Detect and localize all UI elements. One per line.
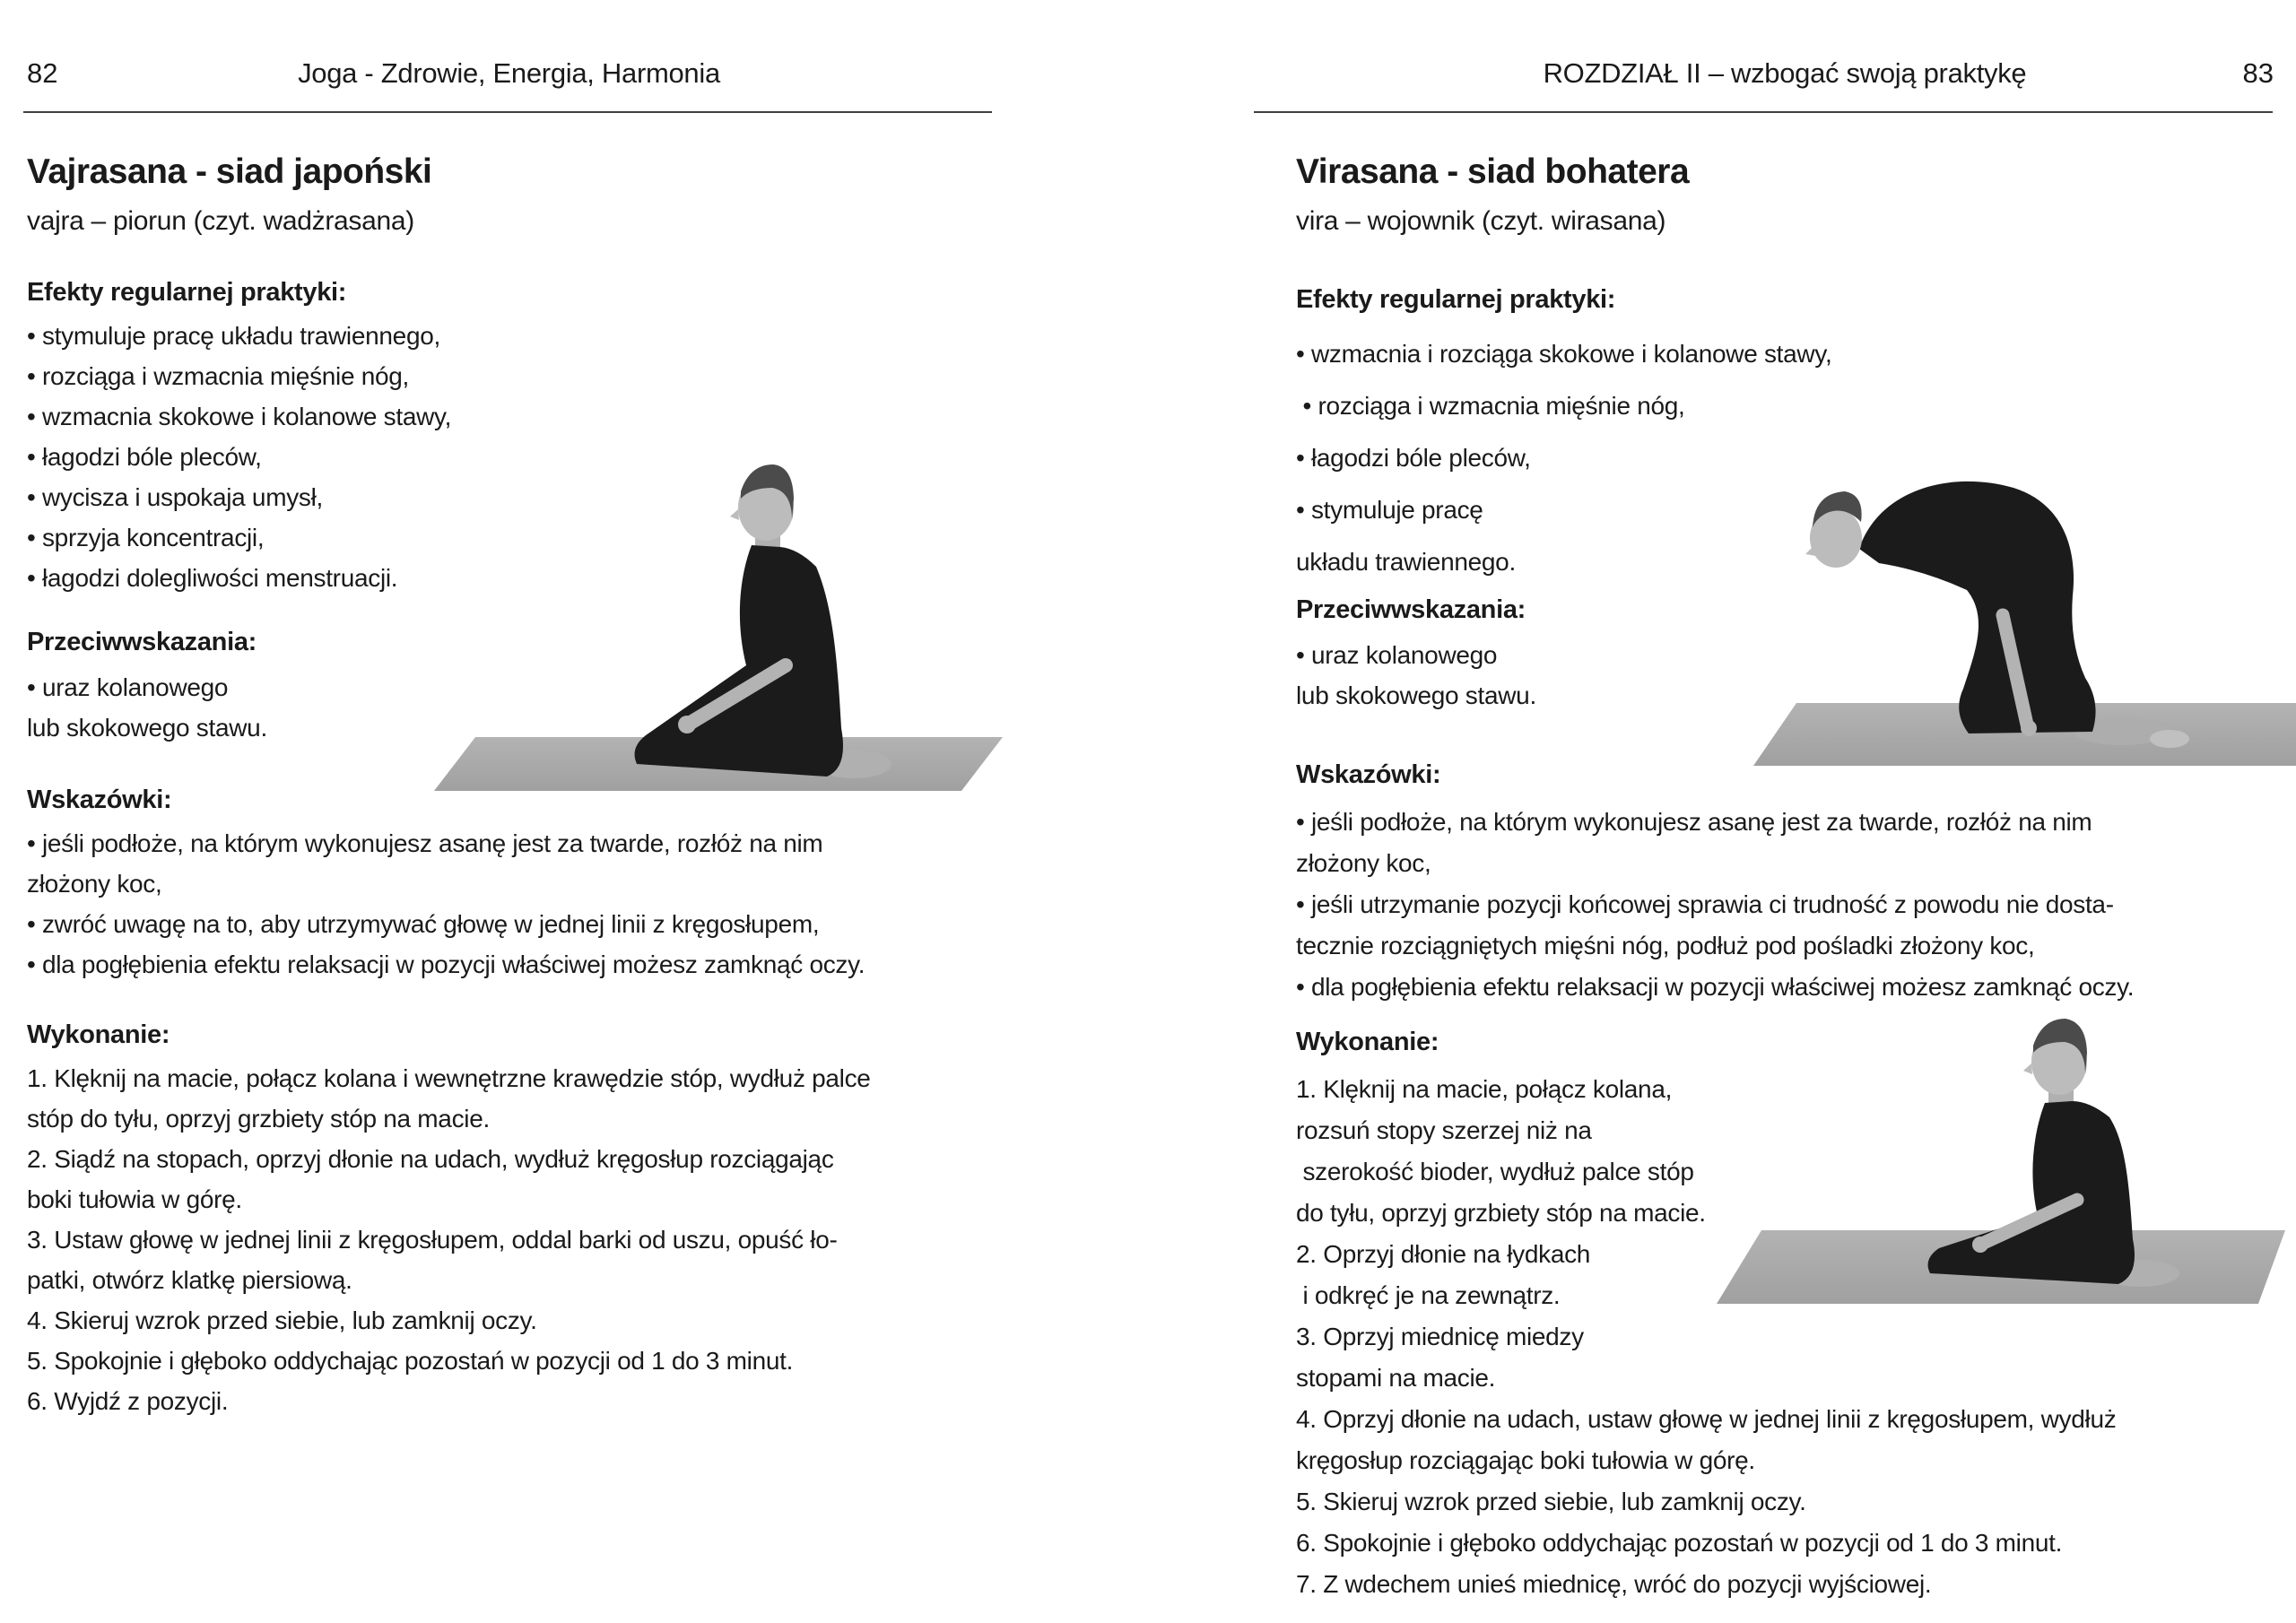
vajrasana-illustration — [422, 452, 1013, 802]
execution-list-left — [27, 1058, 871, 1421]
text-line: stopami na macie. — [1296, 1364, 1496, 1392]
virasana-entry-illustration — [1744, 463, 2296, 772]
text-line: 3. Ustaw głowę w jednej linii z kręgosłupem, oddal barki od uszu, opuść ło- — [27, 1226, 838, 1254]
nose — [1805, 545, 1816, 556]
text-line: • dla pogłębienia efektu relaksacji w pozycji właściwej możesz zamknąć oczy. — [27, 950, 865, 978]
text-line: • dla pogłębienia efektu relaksacji w pozycji właściwej możesz zamknąć oczy. — [1296, 973, 2135, 1001]
page-number-left: 82 — [27, 57, 58, 89]
text-line: 4. Skieruj wzrok przed siebie, lub zamknij oczy. — [27, 1306, 537, 1334]
text-line: boki tułowia w górę. — [27, 1185, 242, 1213]
text-line: • rozciąga i wzmacnia mięśnie nóg, — [27, 362, 410, 390]
text-line: szerokość bioder, wydłuż palce stóp — [1296, 1158, 1694, 1185]
text-line: 4. Oprzyj dłonie na udach, ustaw głowę w jednej linii z kręgosłupem, wydłuż — [1296, 1405, 2117, 1433]
effects-heading-right: Efekty regularnej praktyki: — [1296, 285, 1616, 314]
text-line: lub skokowego stawu. — [1296, 681, 1536, 709]
contraindications-heading-right: Przeciwwskazania: — [1296, 595, 1526, 624]
text-line: złożony koc, — [1296, 849, 1431, 877]
text-line: • jeśli podłoże, na którym wykonujesz asanę jest za twarde, rozłóż na nim — [27, 829, 823, 857]
text-line: do tyłu, oprzyj grzbiety stóp na macie. — [1296, 1199, 1706, 1227]
text-line: • uraz kolanowego — [27, 673, 229, 701]
text-line: układu trawiennego. — [1296, 548, 1516, 576]
text-line: • jeśli podłoże, na którym wykonujesz asanę jest za twarde, rozłóż na nim — [1296, 808, 2092, 836]
effects-heading-left: Efekty regularnej praktyki: — [27, 278, 347, 307]
text-line: złożony koc, — [27, 870, 162, 898]
effects-list-left — [27, 316, 451, 598]
nose — [2023, 1063, 2032, 1074]
text-line: 1. Klęknij na macie, połącz kolana, — [1296, 1075, 1673, 1103]
text-line: 6. Wyjdź z pozycji. — [27, 1387, 229, 1415]
text-line: 1. Klęknij na macie, połącz kolana i wewnętrzne krawędzie stóp, wydłuż palce — [27, 1064, 871, 1092]
toes — [2150, 730, 2189, 748]
header-rule-right — [1254, 111, 2273, 113]
body-silhouette — [1859, 482, 2096, 733]
hand — [1972, 1237, 1988, 1253]
text-line: • jeśli utrzymanie pozycji końcowej sprawia ci trudność z powodu nie dosta- — [1296, 890, 2114, 918]
text-line: 3. Oprzyj miednicę miedzy — [1296, 1323, 1584, 1350]
text-line: • rozciąga i wzmacnia mięśnie nóg, — [1296, 392, 1685, 420]
hand — [2021, 720, 2037, 736]
text-line: • łagodzi dolegliwości menstruacji. — [27, 564, 398, 592]
pose-title-left: Vajrasana - siad japoński — [27, 152, 432, 191]
text-line: • stymuluje pracę — [1296, 496, 1483, 524]
execution-heading-right: Wykonanie: — [1296, 1028, 1439, 1056]
tips-list-left — [27, 823, 865, 985]
contraindications-list-left — [27, 667, 267, 748]
virasana-illustration — [1704, 1008, 2296, 1313]
text-line: • łagodzi bóle pleców, — [1296, 444, 1531, 472]
text-line: stóp do tyłu, oprzyj grzbiety stóp na macie. — [27, 1105, 490, 1133]
text-line: • zwróć uwagę na to, aby utrzymywać głowę w jednej linii z kręgosłupem, — [27, 910, 820, 938]
text-line: 6. Spokojnie i głęboko oddychając pozostań w pozycji od 1 do 3 minut. — [1296, 1529, 2063, 1557]
contraindications-list-right — [1296, 635, 1536, 716]
text-line: 2. Oprzyj dłonie na łydkach — [1296, 1240, 1591, 1268]
text-line: • uraz kolanowego — [1296, 641, 1498, 669]
text-line: 5. Skieruj wzrok przed siebie, lub zamknij oczy. — [1296, 1488, 1806, 1515]
virasana-entry-photo — [1744, 430, 2296, 804]
text-line: i odkręć je na zewnątrz. — [1296, 1281, 1561, 1309]
text-line: • wzmacnia skokowe i kolanowe stawy, — [27, 403, 452, 430]
text-line: • stymuluje pracę układu trawiennego, — [27, 322, 440, 350]
vajrasana-photo — [422, 420, 1013, 834]
pose-subtitle-right: vira – wojownik (czyt. wirasana) — [1296, 206, 1666, 236]
running-header-left: Joga - Zdrowie, Energia, Harmonia — [298, 57, 720, 89]
header-rule-left — [23, 111, 992, 113]
body-silhouette — [635, 545, 843, 777]
page-number-right: 83 — [2242, 57, 2274, 89]
text-line: 5. Spokojnie i głęboko oddychając pozostań w pozycji od 1 do 3 minut. — [27, 1347, 794, 1375]
running-header-right: ROZDZIAŁ II – wzbogać swoją praktykę — [1543, 57, 2027, 89]
virasana-photo — [1704, 976, 2296, 1345]
text-line: • sprzyja koncentracji, — [27, 524, 265, 551]
text-line: tecznie rozciągniętych mięśni nóg, podłuż pod pośladki złożony koc, — [1296, 932, 2035, 959]
text-line: 2. Siądź na stopach, oprzyj dłonie na udach, wydłuż kręgosłup rozciągając — [27, 1145, 834, 1173]
text-line: lub skokowego stawu. — [27, 714, 267, 742]
hand — [678, 716, 696, 733]
contraindications-heading-left: Przeciwwskazania: — [27, 628, 257, 656]
tips-heading-left: Wskazówki: — [27, 785, 172, 814]
pose-title-right: Virasana - siad bohatera — [1296, 152, 1690, 191]
text-line: • wycisza i uspokaja umysł, — [27, 483, 324, 511]
nose — [730, 509, 739, 520]
execution-heading-left: Wykonanie: — [27, 1020, 170, 1049]
pose-subtitle-left: vajra – piorun (czyt. wadżrasana) — [27, 206, 414, 236]
body-silhouette — [1928, 1101, 2135, 1284]
tips-heading-right: Wskazówki: — [1296, 760, 1441, 789]
text-line: 7. Z wdechem unieś miednicę, wróć do pozycji wyjściowej. — [1296, 1570, 1932, 1598]
text-line: kręgosłup rozciągając boki tułowia w górę. — [1296, 1446, 1755, 1474]
text-line: • wzmacnia i rozciąga skokowe i kolanowe stawy, — [1296, 340, 1832, 368]
text-line: • łagodzi bóle pleców, — [27, 443, 262, 471]
text-line: rozsuń stopy szerzej niż na — [1296, 1116, 1592, 1144]
text-line: patki, otwórz klatkę piersiową. — [27, 1266, 352, 1294]
